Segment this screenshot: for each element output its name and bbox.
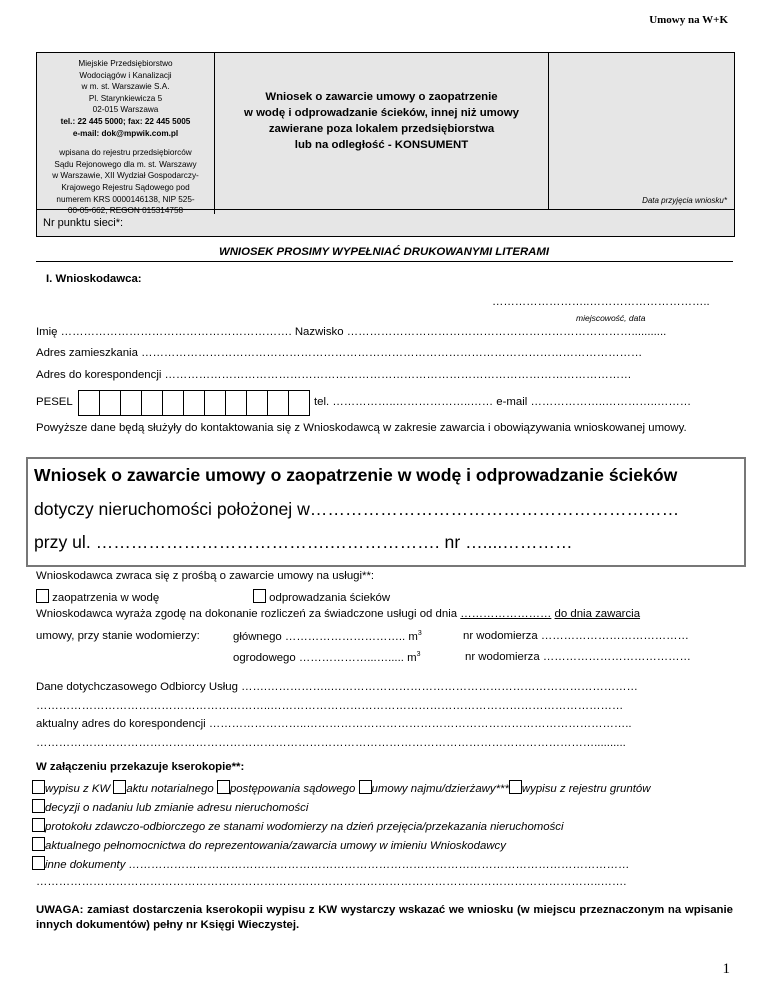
- kw-note: UWAGA: zamiast dostarczenia kserokopii wypisu z KW wystarczy wskazać we wniosku (w miejscu przeznaczonym na wpisanie innych dokumentów) pełny nr Księgi Wieczystej.: [36, 904, 733, 931]
- checkbox[interactable]: [32, 856, 45, 870]
- header-box: [36, 52, 735, 237]
- main-request-title: Wniosek o zawarcie umowy o zaopatrzenie w wodę i odprowadzanie ścieków: [34, 465, 678, 485]
- fill-instruction-banner: WNIOSEK PROSIMY WYPEŁNIAĆ DRUKOWANYMI LITERAMI: [218, 246, 550, 258]
- unit-superscript: 3: [417, 630, 422, 637]
- services-intro: Wnioskodawca zwraca się z prośbą o zawarcie umowy na usługi**:: [36, 570, 375, 582]
- page-number: 1: [722, 961, 730, 977]
- checkbox[interactable]: [32, 780, 45, 794]
- form-title-line: w wodę i odprowadzanie ścieków, innej niż umowy: [244, 107, 519, 119]
- checkbox[interactable]: [32, 799, 45, 813]
- attachment-handover-protocol: protokołu zdawczo-odbiorczego ze stanami wodomierzy na dzień przejęcia/przekazania nieruchomości: [45, 821, 564, 833]
- current-correspondence-field[interactable]: aktualny adres do korespondencji ……………………..…………………………………………………………………………..: [36, 718, 632, 730]
- network-point-field[interactable]: [37, 209, 734, 237]
- meter-number-1-field[interactable]: nr wodomierza …………………………………: [463, 630, 689, 642]
- attachments-row-3: [32, 818, 564, 833]
- attachment-power-of-attorney: aktualnego pełnomocnictwa do reprezentowania/zawarcia umowy w imieniu Wnioskodawcy: [45, 840, 506, 852]
- phone-email-field[interactable]: tel. ……………..………………..…… e-mail ………………..…………..………: [314, 396, 692, 408]
- place-date-label: miejscowość, data: [576, 313, 646, 323]
- attachments-row-1: [32, 780, 650, 795]
- contact-info-note: Powyższe dane będą służyły do kontaktowania się z Wnioskodawcą w zakresie zawarcia i obowiązywania wnioskowanej umowy.: [36, 422, 687, 434]
- attachments-row-2: [32, 799, 308, 814]
- checkbox[interactable]: [113, 780, 126, 794]
- attachments-row-4: [32, 837, 506, 852]
- main-meter-text: głównego ………………………….. m: [233, 630, 418, 643]
- previous-customer-field[interactable]: Dane dotychczasowego Odbiorcy Usług …….……………..………………………………………………………………………: [36, 681, 638, 693]
- attachments-title: W załączeniu przekazuje kserokopie**:: [36, 761, 245, 773]
- pesel-input[interactable]: [78, 390, 310, 416]
- name-surname-field[interactable]: Imię ……………………………………………………. Nazwisko …………………………………………………………………...........: [36, 326, 667, 338]
- garden-meter-field[interactable]: [233, 651, 420, 664]
- unit-superscript: 3: [416, 651, 421, 658]
- company-line: Miejskie Przedsiębiorstwo: [78, 59, 173, 68]
- main-meter-field[interactable]: [233, 630, 422, 643]
- attachments-row-5: [32, 856, 630, 871]
- form-title-cell: [215, 53, 549, 209]
- garden-meter-text: ogrodowego ………………...…..... m: [233, 651, 417, 664]
- attachment-notarial: aktu notarialnego: [126, 783, 214, 795]
- option-label: odprowadzania ścieków: [269, 592, 391, 604]
- attachment-address-decision: decyzji o nadaniu lub zmianie adresu nieruchomości: [45, 802, 309, 814]
- company-line: w Warszawie, XII Wydział Gospodarczy-: [52, 171, 199, 181]
- attachment-lease: umowy najmu/dzierżawy***: [371, 783, 509, 795]
- settlement-date-row: [36, 608, 640, 620]
- street-number-field[interactable]: przy ul. ………………………………….………………. nr …....…………: [34, 532, 573, 552]
- checkbox[interactable]: [253, 589, 266, 603]
- company-line: 00-05-662, REGON 015314758: [67, 206, 184, 216]
- service-option-water[interactable]: [36, 589, 159, 604]
- previous-customer-field-2[interactable]: ……………………………………………………..…………………………………………………………………………………: [36, 700, 624, 712]
- company-line: Pl. Starynkiewicza 5: [88, 93, 163, 103]
- property-location-field[interactable]: dotyczy nieruchomości położonej w………………………………………………………: [34, 499, 680, 519]
- attachment-land-registry: wypisu z rejestru gruntów: [521, 783, 651, 795]
- current-correspondence-field-2[interactable]: …………………………………………………………………………………………………………………………………..........: [36, 737, 626, 749]
- service-option-sewage[interactable]: [253, 589, 390, 604]
- form-title-line: zawierane poza lokalem przedsiębiorstwa: [268, 123, 495, 135]
- document-label: Umowy na W+K: [649, 14, 728, 26]
- option-label: zaopatrzenia w wodę: [52, 592, 160, 604]
- attachment-kw: wypisu z KW: [45, 783, 111, 795]
- place-date-field[interactable]: ……………………..…………………………..: [492, 296, 710, 308]
- network-point-label: Nr punktu sieci*:: [43, 217, 124, 229]
- company-line: 02-015 Warszawa: [92, 105, 159, 115]
- attachment-court: postępowania sądowego: [229, 783, 356, 795]
- company-line: Wodociągów i Kanalizacji: [79, 70, 172, 80]
- meter-intro: umowy, przy stanie wodomierzy:: [36, 630, 200, 642]
- settlement-text: Wnioskodawca wyraża zgodę na dokonanie rozliczeń za świadczone usługi od dnia: [36, 608, 458, 620]
- checkbox[interactable]: [32, 818, 45, 832]
- company-line: numerem KRS 0000146138, NIP 525-: [56, 194, 195, 204]
- section-title-applicant: I. Wnioskodawca:: [46, 273, 142, 285]
- settlement-date-field[interactable]: ……………………: [460, 608, 552, 620]
- divider: [36, 261, 733, 262]
- company-info: [37, 53, 215, 214]
- pesel-label: PESEL: [36, 396, 73, 408]
- form-title-line: Wniosek o zawarcie umowy o zaopatrzenie: [265, 91, 498, 103]
- date-received-label: Data przyjęcia wniosku*: [642, 196, 727, 205]
- form-title-line: lub na odległość - KONSUMENT: [294, 139, 469, 151]
- main-request-box: [26, 457, 746, 567]
- checkbox[interactable]: [359, 780, 372, 794]
- company-phone: tel.: 22 445 5000; fax: 22 445 5005: [60, 116, 191, 126]
- checkbox[interactable]: [509, 780, 522, 794]
- company-email: e-mail: dok@mpwik.com.pl: [72, 128, 179, 138]
- date-received-cell[interactable]: [549, 53, 733, 209]
- meter-number-2-field[interactable]: nr wodomierza …………………………………: [465, 651, 691, 663]
- checkbox[interactable]: [217, 780, 230, 794]
- attachment-other-field-2[interactable]: …………………………………………………………………………………………………………………………………..…….: [36, 876, 627, 888]
- company-line: wpisana do rejestru przedsiębiorców: [59, 148, 192, 158]
- form-title: [215, 89, 548, 153]
- checkbox[interactable]: [32, 837, 45, 851]
- company-line: Sądu Rejonowego dla m. st. Warszawy: [54, 159, 197, 169]
- settlement-end-text: do dnia zawarcia: [554, 608, 641, 620]
- checkbox[interactable]: [36, 589, 49, 603]
- correspondence-address-field[interactable]: Adres do korespondencji ……………………………………………………………………………………………………………: [36, 369, 632, 381]
- address-field[interactable]: Adres zamieszkania ……………………………………………………………………………………………………………………: [36, 347, 643, 359]
- attachment-other-field[interactable]: inne dokumenty ……………………………………………………………………………………………………………………: [45, 859, 630, 871]
- company-line: Krajowego Rejestru Sądowego pod: [61, 182, 190, 192]
- company-line: w m. st. Warszawie S.A.: [81, 82, 170, 92]
